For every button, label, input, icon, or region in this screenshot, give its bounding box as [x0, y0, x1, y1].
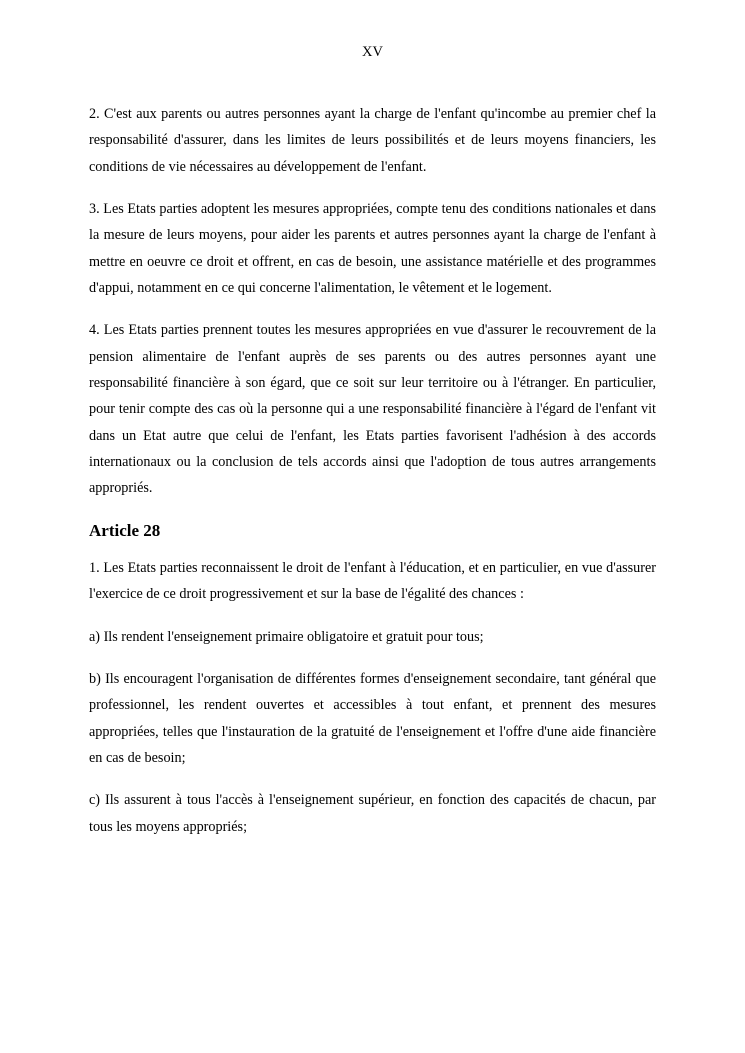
- article-27-paragraph-2: 2. C'est aux parents ou autres personnes ayant la charge de l'enfant qu'incombe au premier chef la responsabilité d'assurer, dans les limites de leurs possibilités et de leurs moyens financiers, les conditions de vie nécessaires au développement de l'enfant.: [89, 106, 656, 175]
- article-28-item-b: b) Ils encouragent l'organisation de différentes formes d'enseignement secondaire, tant général que professionnel, les rendent ouvertes et accessibles à tout enfant, et prennent des mesures appropriées, telles que l'instauration de la gratuité de l'enseignement et l'offre d'une aide financière en cas de besoin;: [89, 670, 656, 766]
- article-28-heading: Article 28: [89, 520, 161, 540]
- document-body: [89, 101, 656, 856]
- article-28-item-a: a) Ils rendent l'enseignement primaire obligatoire et gratuit pour tous;: [89, 628, 484, 645]
- page-number: XV: [362, 44, 383, 60]
- article-28-paragraph-1: 1. Les Etats parties reconnaissent le droit de l'enfant à l'éducation, et en particulier, en vue d'assurer l'exercice de ce droit progressivement et sur la base de l'égalité des chances :: [89, 559, 656, 603]
- article-27-paragraph-3: 3. Les Etats parties adoptent les mesures appropriées, compte tenu des conditions nationales et dans la mesure de leurs moyens, pour aider les parents et autres personnes ayant la charge de l'enfant à mettre en oeuvre ce droit et offrent, en cas de besoin, une assistance matérielle et des programmes d'appui, notamment en ce qui concerne l'alimentation, le vêtement et le logement.: [89, 201, 656, 296]
- article-28-item-c: c) Ils assurent à tous l'accès à l'enseignement supérieur, en fonction des capacités de chacun, par tous les moyens appropriés;: [89, 792, 656, 835]
- article-27-paragraph-4: 4. Les Etats parties prennent toutes les mesures appropriées en vue d'assurer le recouvrement de la pension alimentaire de l'enfant auprès de ses parents ou des autres personnes ayant une responsabilité financière à son égard, que ce soit sur leur territoire ou à l'étranger. En particulier, pour tenir compte des cas où la personne qui a une responsabilité financière à l'égard de l'enfant vit dans un Etat autre que celui de l'enfant, les Etats parties favorisent l'adhésion à des accords internationaux ou la conclusion de tels accords ainsi que l'adoption de tous autres arrangements appropriés.: [89, 322, 656, 497]
